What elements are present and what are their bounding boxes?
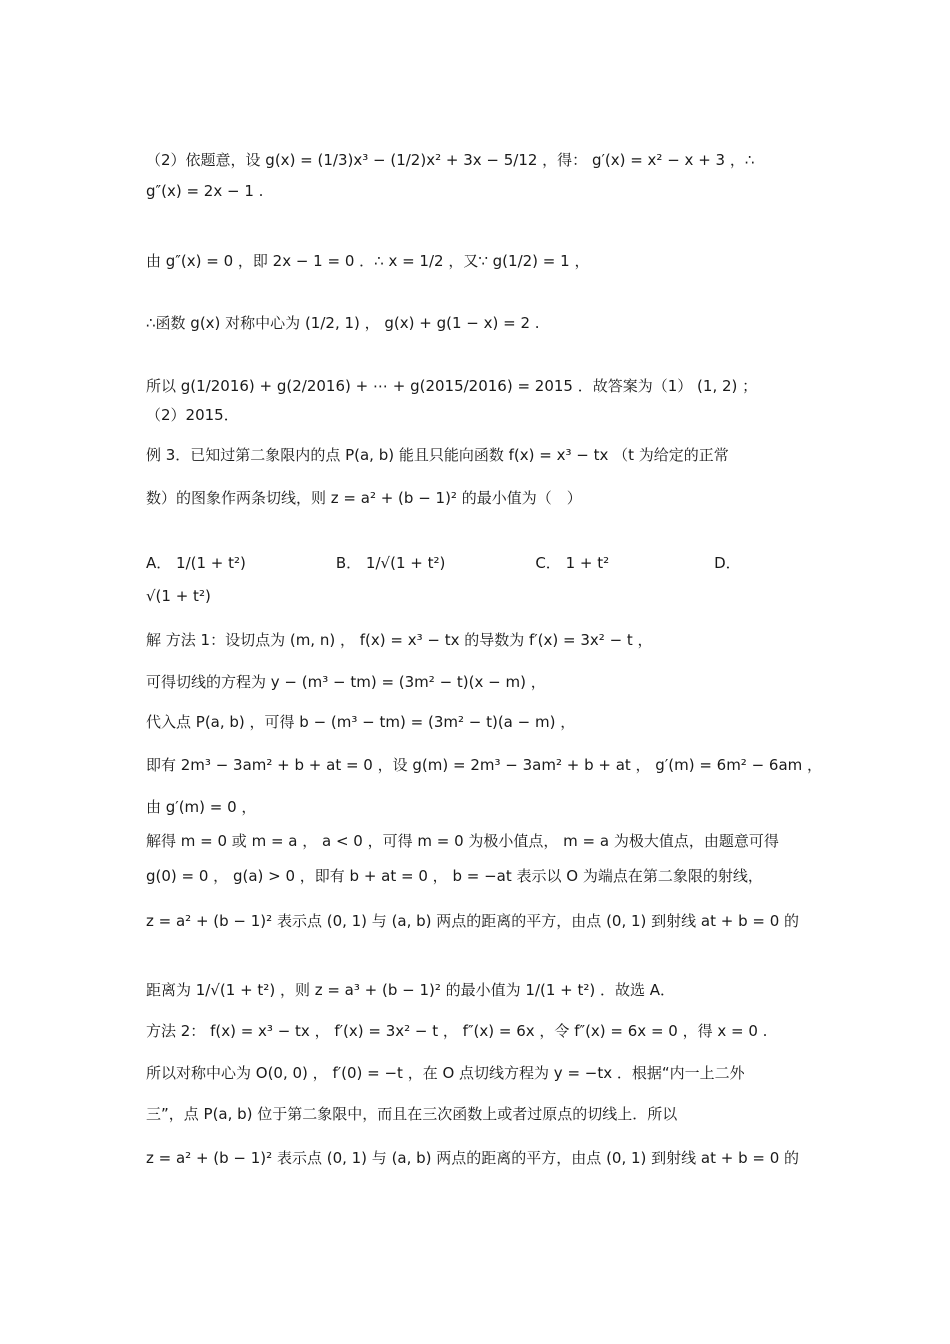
text-line: z = a² + (b − 1)² 表示点 (0, 1) 与 (a, b) 两点的距离的平方，由点 (0, 1) 到射线 at + b = 0 的 bbox=[146, 912, 800, 930]
text-line: ∴函数 g(x) 对称中心为 (1/2, 1) ， g(x) + g(1 − x) = 2 . bbox=[146, 314, 540, 332]
solution-method-1: 解 方法 1：设切点为 (m, n) ， f(x) = x³ − tx 的导数为 f′(x) = 3x² − t ， bbox=[146, 631, 653, 649]
text-line: 代入点 P(a, b) ，可得 b − (m³ − tm) = (3m² − t)(a − m) ， bbox=[146, 713, 576, 731]
text-line: 即有 2m³ − 3am² + b + at = 0 ，设 g(m) = 2m³ − 3am² + b + at ， g′(m) = 6m² − 6am ， bbox=[146, 756, 823, 774]
text-line: 距离为 1/√(1 + t²) ，则 z = a³ + (b − 1)² 的最小值为 1/(1 + t²) ．故选 A． bbox=[146, 981, 676, 999]
example-heading: 例 3．已知过第二象限内的点 P(a, b) 能且只能向函数 f(x) = x³ − tx （t 为给定的正常 bbox=[146, 446, 729, 464]
text-line: 由 g″(x) = 0 ，即 2x − 1 = 0 ．∴ x = 1/2 ，又∵ g(1/2) = 1 ， bbox=[146, 252, 590, 270]
text-line: g″(x) = 2x − 1 . bbox=[146, 182, 264, 200]
text-line: 所以 g(1/2016) + g(2/2016) + ⋯ + g(2015/2016) = 2015 ．故答案为（1） (1, 2) ； bbox=[146, 377, 758, 395]
text-line: z = a² + (b − 1)² 表示点 (0, 1) 与 (a, b) 两点的距离的平方，由点 (0, 1) 到射线 at + b = 0 的 bbox=[146, 1149, 800, 1167]
answer-option-d: √(1 + t²) bbox=[146, 587, 211, 605]
text-line: 解得 m = 0 或 m = a ， a < 0 ，可得 m = 0 为极小值点， m = a 为极大值点，由题意可得 bbox=[146, 832, 779, 850]
text-line: 所以对称中心为 O(0, 0) ， f′(0) = −t ，在 O 点切线方程为 y = −tx ．根据“内一上二外 bbox=[146, 1064, 745, 1082]
solution-method-2: 方法 2： f(x) = x³ − tx ， f′(x) = 3x² − t ， f″(x) = 6x ，令 f″(x) = 6x = 0 ，得 x = 0 . bbox=[146, 1022, 768, 1040]
text-line: 数）的图象作两条切线，则 z = a² + (b − 1)² 的最小值为（ ） bbox=[146, 489, 582, 507]
text-line: g(0) = 0 ， g(a) > 0 ，即有 b + at = 0 ， b = −at 表示以 O 为端点在第二象限的射线， bbox=[146, 867, 763, 885]
text-line: 由 g′(m) = 0 ， bbox=[146, 798, 257, 816]
text-line: 可得切线的方程为 y − (m³ − tm) = (3m² − t)(x − m) ， bbox=[146, 673, 546, 691]
text-line: 三”，点 P(a, b) 位于第二象限中，而且在三次函数上或者过原点的切线上．所以 bbox=[146, 1105, 678, 1123]
text-line: （2）依题意，设 g(x) = (1/3)x³ − (1/2)x² + 3x − 5/12 ，得： g′(x) = x² − x + 3 ，∴ bbox=[146, 151, 755, 169]
answer-options: A． 1/(1 + t²) B． 1/√(1 + t²) C． 1 + t² D． bbox=[146, 554, 741, 572]
text-line: （2）2015． bbox=[146, 406, 239, 424]
